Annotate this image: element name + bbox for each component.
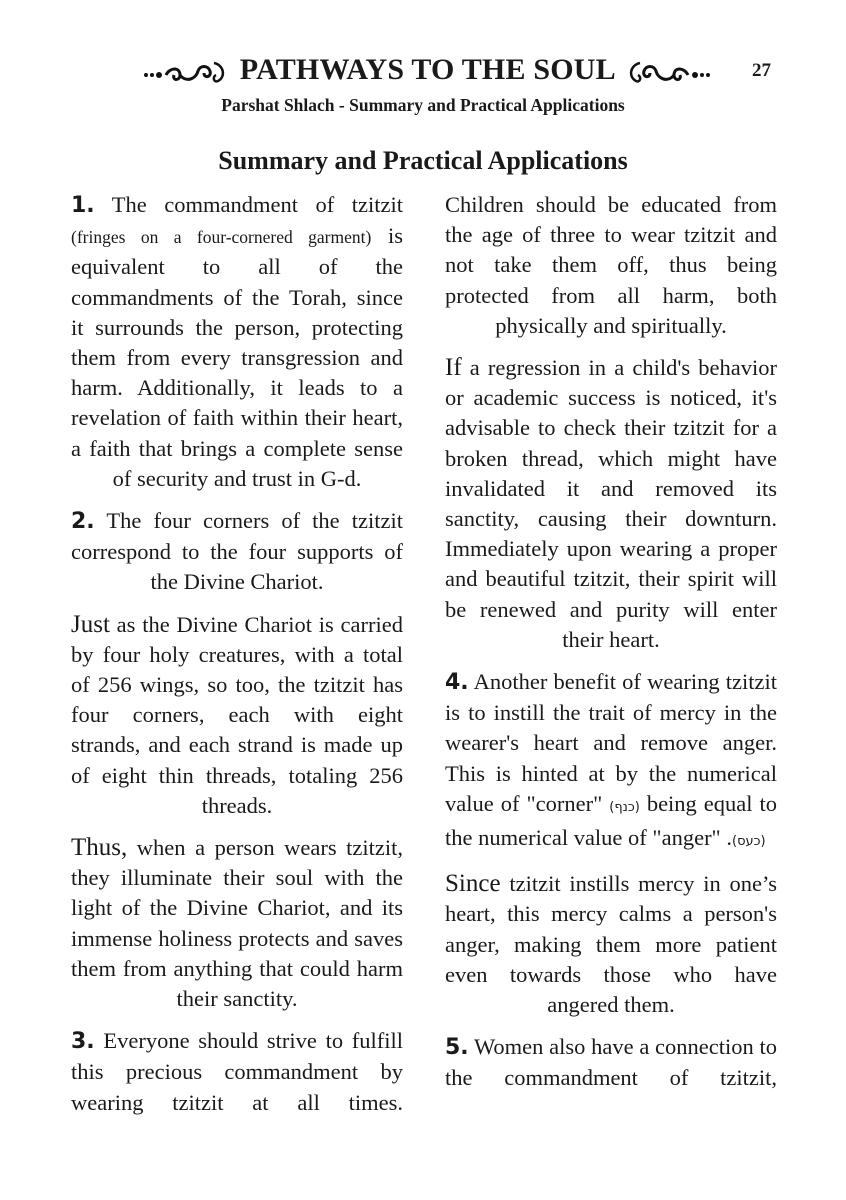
- item-number: 2.: [71, 509, 95, 535]
- paragraph: [71, 506, 403, 598]
- book-title-text: PATHWAYS TO THE SOUL: [239, 53, 615, 86]
- paragraph-text: Children should be educated from the age of three to wear tzitzit and not take them off, thus being protected from all harm, both physically and spiritually.: [445, 192, 777, 338]
- flourish-right-icon: [622, 57, 712, 87]
- paragraph: [71, 833, 403, 1014]
- paragraph: [71, 190, 403, 494]
- right-column: [445, 190, 777, 1094]
- paragraph-text: Another benefit of wearing tzitzit is to instill the trait of mercy in the wearer's heart and remove anger. This is hinted at by the numerical value of "corner": [445, 669, 777, 816]
- paragraph: [71, 1026, 403, 1118]
- item-number: 3.: [71, 1029, 95, 1055]
- paragraph: [71, 610, 403, 821]
- item-number: 4.: [445, 670, 469, 696]
- paragraph-text: tzitzit instills mercy in one’s heart, this mercy calms a person's anger, making them more patient even towards those who have angered them.: [445, 871, 777, 1018]
- paragraph: [445, 869, 777, 1020]
- lead-word: Since: [445, 870, 501, 898]
- paragraph: [445, 353, 777, 655]
- paragraph-note: (fringes on a four-cornered garment): [71, 227, 372, 248]
- paragraph-text: The commandment of tzitzit: [94, 192, 403, 217]
- paragraph-text: Women also have a connection to the commandment of tzitzit,: [445, 1034, 777, 1091]
- left-column: [71, 190, 403, 1118]
- book-title: [132, 50, 722, 90]
- paragraph: [445, 1032, 777, 1093]
- hebrew-word: (כעס): [732, 834, 766, 850]
- lead-word: If: [445, 354, 462, 382]
- lead-word: Just: [71, 610, 110, 638]
- flourish-left-icon: [142, 57, 232, 87]
- paragraph-text: is equivalent to all of the commandments of the Torah, since it surrounds the person, protecting them from every transgression and harm. Additionally, it leads to a revelation of faith within their heart, a faith that brings a complete sense of security and trust in G-d.: [71, 223, 403, 491]
- paragraph-text: as the Divine Chariot is carried by four holy creatures, with a total of 256 wings, so too, the tzitzit has four corners, each with eight strands, and each strand is made up of eight thin threads, totaling 256 threads.: [71, 611, 403, 818]
- section-title: Summary and Practical Applications: [218, 146, 628, 175]
- chapter-subtitle: Parshat Shlach - Summary and Practical Applications: [221, 95, 625, 115]
- hebrew-word: (כנף): [609, 799, 640, 815]
- lead-word: Thus,: [71, 834, 128, 862]
- paragraph-text: a regression in a child's behavior or academic success is noticed, it's advisable to check their tzitzit for a broken thread, which might have invalidated it and removed its sanctity, causing their downturn. Immediately upon wearing a proper and beautiful tzitzit, their spirit will be renewed and purity will enter their heart.: [445, 355, 777, 652]
- paragraph-text: Everyone should strive to fulfill this precious commandment by wearing tzitzit at all times.: [71, 1028, 403, 1115]
- item-number: 1.: [71, 193, 95, 218]
- paragraph: [445, 667, 777, 857]
- item-number: 5.: [445, 1035, 469, 1061]
- paragraph: [445, 190, 777, 341]
- page-header: [0, 50, 846, 94]
- paragraph-text: when a person wears tzitzit, they illuminate their soul with the light of the Divine Chariot, and its immense holiness protects and saves them from anything that could harm their sanctity.: [71, 835, 403, 1012]
- paragraph-text: being equal to the numerical value of "anger" .: [445, 790, 778, 851]
- paragraph-text: The four corners of the tzitzit correspond to the four supports of the Divine Chariot.: [71, 508, 403, 595]
- page-number: 27: [752, 60, 771, 81]
